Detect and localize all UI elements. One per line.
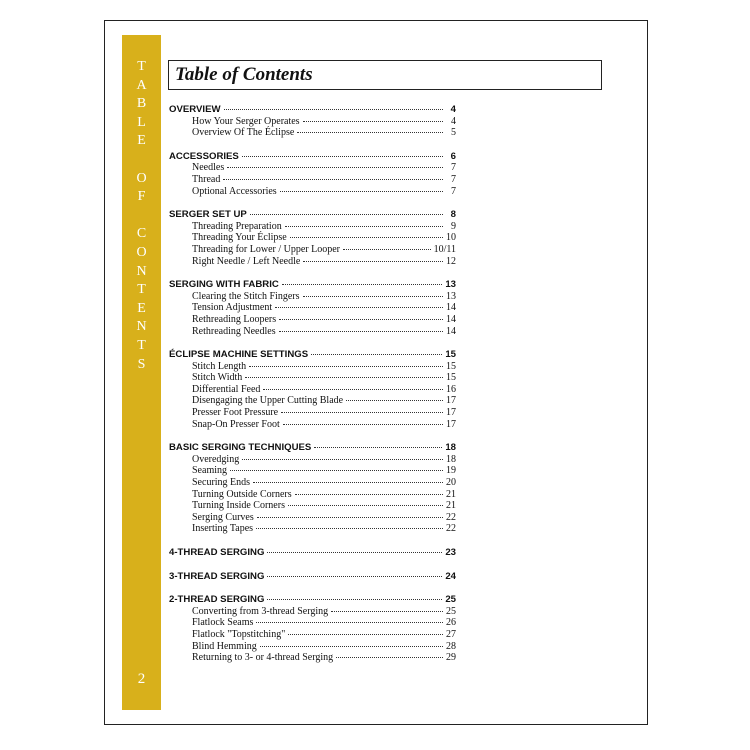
toc-heading-label: SERGING WITH FABRIC xyxy=(169,279,279,291)
toc-section xyxy=(169,594,456,664)
toc-entry xyxy=(169,606,456,618)
dot-leader xyxy=(295,494,443,495)
dot-leader xyxy=(290,237,443,238)
toc-section xyxy=(169,571,456,583)
toc-entry-page: 17 xyxy=(446,418,456,430)
side-tab-letter: T xyxy=(137,337,146,353)
toc-entry-label: Right Needle / Left Needle xyxy=(192,255,301,267)
toc-entry xyxy=(169,629,456,641)
dot-leader xyxy=(242,459,443,460)
toc-heading-label: OVERVIEW xyxy=(169,104,221,115)
toc-heading-page: 18 xyxy=(445,442,456,454)
page-title: Table of Contents xyxy=(175,64,313,85)
dot-leader xyxy=(279,331,443,332)
toc-entry-page: 21 xyxy=(446,500,456,512)
toc-entry xyxy=(169,454,456,466)
toc-heading xyxy=(169,209,456,221)
toc-entry-page: 13 xyxy=(446,290,456,302)
dot-leader xyxy=(280,191,443,192)
side-tab-letter: N xyxy=(136,319,147,335)
toc-entry-page: 25 xyxy=(446,605,456,617)
toc-entry-label: Serging Curves xyxy=(192,511,254,523)
toc-entry-label: Inserting Tapes xyxy=(192,523,254,535)
toc-heading-page: 6 xyxy=(450,150,456,162)
dot-leader xyxy=(282,284,443,285)
toc-section xyxy=(169,209,456,267)
toc-heading-page: 4 xyxy=(450,104,456,115)
toc-entry-page: 5 xyxy=(451,127,456,139)
toc-entry-label: Securing Ends xyxy=(192,477,251,489)
toc-entry xyxy=(169,465,456,477)
toc-heading-page: 15 xyxy=(445,349,456,361)
toc-entry-page: 20 xyxy=(446,477,456,489)
toc-entry-label: Converting from 3-thread Serging xyxy=(192,605,329,617)
toc-entry-label: Stitch Length xyxy=(192,360,247,372)
toc-entry-label: Differential Feed xyxy=(192,383,261,395)
side-tab-band xyxy=(122,35,161,710)
toc-entry-page: 16 xyxy=(446,383,456,395)
toc-entry xyxy=(169,407,456,419)
toc-entry xyxy=(169,162,456,174)
toc-section xyxy=(169,279,456,337)
side-tab-letter: L xyxy=(137,114,146,130)
toc-entry xyxy=(169,221,456,233)
toc-entry-page: 17 xyxy=(446,395,456,407)
side-tab-letter: E xyxy=(137,133,146,149)
side-tab-letter: A xyxy=(136,77,147,93)
toc-entry-label: Snap-On Presser Foot xyxy=(192,418,280,430)
side-tab-letter: T xyxy=(137,59,146,74)
toc-entry-page: 17 xyxy=(446,407,456,419)
toc-heading-label: 4-THREAD SERGING xyxy=(169,547,265,558)
toc-entry-page: 9 xyxy=(451,220,456,232)
dot-leader xyxy=(260,646,443,647)
dot-leader xyxy=(311,354,442,355)
toc-entry-page: 10 xyxy=(446,232,456,244)
toc-entry-label: Turning Outside Corners xyxy=(192,488,292,500)
toc-heading-label: SERGER SET UP xyxy=(169,209,247,221)
side-tab-letter: N xyxy=(136,263,147,279)
dot-leader xyxy=(303,121,443,122)
toc-entry xyxy=(169,419,456,431)
dot-leader xyxy=(267,599,442,600)
toc-heading-label: ACCESSORIES xyxy=(169,150,239,162)
toc-entry-label: Threading Your Éclipse xyxy=(192,232,287,244)
toc-heading-page: 23 xyxy=(445,547,456,558)
toc-entry-label: Thread xyxy=(192,173,221,185)
dot-leader xyxy=(297,132,443,133)
toc-entry xyxy=(169,641,456,653)
side-tab-letter: T xyxy=(137,282,146,298)
dot-leader xyxy=(275,307,443,308)
toc-entry-page: 21 xyxy=(446,488,456,500)
dot-leader xyxy=(288,634,443,635)
toc-entry-page: 14 xyxy=(446,302,456,314)
toc-entry xyxy=(169,116,456,128)
title-box xyxy=(168,60,602,90)
toc-entry-page: 7 xyxy=(451,185,456,197)
toc-entry xyxy=(169,326,456,338)
dot-leader xyxy=(223,179,443,180)
dot-leader xyxy=(267,576,442,577)
dot-leader xyxy=(346,400,443,401)
toc-heading xyxy=(169,151,456,163)
toc-entry-page: 29 xyxy=(446,652,456,664)
toc-entry xyxy=(169,314,456,326)
dot-leader xyxy=(245,377,443,378)
toc-section xyxy=(169,442,456,535)
toc-entry-label: Seaming xyxy=(192,465,227,477)
toc-entry-label: Clearing the Stitch Fingers xyxy=(192,290,300,302)
toc-heading-label: ÉCLIPSE MACHINE SETTINGS xyxy=(169,349,309,361)
side-tab-letter: F xyxy=(137,189,146,205)
toc-heading xyxy=(169,571,456,583)
toc-entry-page: 7 xyxy=(451,173,456,185)
toc-entry-label: Turning Inside Corners xyxy=(192,500,285,512)
toc-section xyxy=(169,104,456,139)
toc-entry xyxy=(169,186,456,198)
toc-heading-page: 8 xyxy=(450,209,456,221)
side-tab-letters xyxy=(122,58,161,374)
toc-entry-label: Optional Accessories xyxy=(192,185,277,197)
dot-leader xyxy=(281,412,443,413)
table-of-contents xyxy=(169,104,456,676)
toc-entry-page: 10/11 xyxy=(433,243,456,255)
dot-leader xyxy=(253,482,443,483)
toc-heading xyxy=(169,547,456,559)
toc-entry xyxy=(169,523,456,535)
toc-heading xyxy=(169,442,456,454)
toc-section xyxy=(169,349,456,430)
toc-section xyxy=(169,151,456,197)
toc-heading xyxy=(169,279,456,291)
toc-heading xyxy=(169,349,456,361)
toc-heading xyxy=(169,104,456,116)
toc-entry xyxy=(169,372,456,384)
toc-entry xyxy=(169,500,456,512)
toc-entry-label: Rethreading Needles xyxy=(192,325,276,337)
toc-heading-page: 25 xyxy=(445,594,456,606)
toc-entry-label: Threading for Lower / Upper Looper xyxy=(192,243,340,255)
toc-entry xyxy=(169,512,456,524)
toc-entry-label: Overview Of The Éclipse xyxy=(192,127,295,139)
side-tab-letter: O xyxy=(136,244,147,260)
dot-leader xyxy=(257,517,443,518)
dot-leader xyxy=(288,505,443,506)
toc-entry-label: Disengaging the Upper Cutting Blade xyxy=(192,395,344,407)
toc-entry-page: 14 xyxy=(446,313,456,325)
dot-leader xyxy=(336,657,443,658)
toc-entry xyxy=(169,489,456,501)
dot-leader xyxy=(303,296,444,297)
toc-entry-page: 19 xyxy=(446,465,456,477)
toc-heading-label: 2-THREAD SERGING xyxy=(169,594,265,606)
toc-entry-label: Flatlock Seams xyxy=(192,617,254,629)
toc-entry-page: 15 xyxy=(446,360,456,372)
dot-leader xyxy=(242,156,443,157)
toc-entry-page: 18 xyxy=(446,453,456,465)
toc-entry-page: 26 xyxy=(446,617,456,629)
toc-entry xyxy=(169,302,456,314)
toc-entry xyxy=(169,244,456,256)
dot-leader xyxy=(343,249,431,250)
toc-entry xyxy=(169,361,456,373)
toc-entry xyxy=(169,384,456,396)
toc-entry-page: 27 xyxy=(446,628,456,640)
toc-entry-page: 12 xyxy=(446,255,456,267)
toc-entry xyxy=(169,652,456,664)
dot-leader xyxy=(249,366,443,367)
toc-entry-page: 15 xyxy=(446,372,456,384)
dot-leader xyxy=(256,528,443,529)
toc-entry-page: 4 xyxy=(451,115,456,127)
side-tab-letter: C xyxy=(136,226,147,242)
toc-heading xyxy=(169,594,456,606)
side-tab-letter: B xyxy=(136,96,147,112)
toc-section xyxy=(169,547,456,559)
toc-entry-page: 14 xyxy=(446,325,456,337)
dot-leader xyxy=(285,226,443,227)
side-tab-letter: E xyxy=(137,300,146,316)
page-number: 2 xyxy=(137,671,146,687)
dot-leader xyxy=(250,214,443,215)
toc-heading-label: 3-THREAD SERGING xyxy=(169,570,265,582)
dot-leader xyxy=(279,319,443,320)
toc-entry-label: How Your Serger Operates xyxy=(192,115,300,127)
dot-leader xyxy=(230,470,443,471)
toc-entry xyxy=(169,477,456,489)
toc-entry-label: Tension Adjustment xyxy=(192,302,273,314)
toc-entry-label: Rethreading Loopers xyxy=(192,313,277,325)
toc-entry xyxy=(169,174,456,186)
dot-leader xyxy=(227,167,443,168)
toc-entry xyxy=(169,291,456,303)
toc-entry-page: 22 xyxy=(446,511,456,523)
toc-entry xyxy=(169,256,456,268)
side-tab-letter: S xyxy=(137,356,146,372)
side-tab-letter: O xyxy=(136,170,147,186)
toc-entry-label: Stitch Width xyxy=(192,372,243,384)
dot-leader xyxy=(256,622,443,623)
dot-leader xyxy=(314,447,442,448)
toc-entry xyxy=(169,127,456,139)
toc-entry xyxy=(169,232,456,244)
dot-leader xyxy=(331,611,443,612)
toc-entry-page: 28 xyxy=(446,640,456,652)
toc-entry-label: Presser Foot Pressure xyxy=(192,407,279,419)
toc-entry-label: Flatlock "Topstitching" xyxy=(192,628,286,640)
toc-entry-label: Needles xyxy=(192,162,225,174)
dot-leader xyxy=(267,552,442,553)
dot-leader xyxy=(263,389,443,390)
toc-entry-page: 7 xyxy=(451,162,456,174)
toc-entry xyxy=(169,617,456,629)
toc-entry-page: 22 xyxy=(446,523,456,535)
dot-leader xyxy=(224,109,443,110)
toc-heading-label: BASIC SERGING TECHNIQUES xyxy=(169,442,312,454)
dot-leader xyxy=(303,261,443,262)
dot-leader xyxy=(283,424,443,425)
toc-entry-label: Blind Hemming xyxy=(192,640,257,652)
toc-entry xyxy=(169,395,456,407)
toc-heading-page: 13 xyxy=(445,279,456,291)
toc-entry-label: Returning to 3- or 4-thread Serging xyxy=(192,652,334,664)
toc-entry-label: Threading Preparation xyxy=(192,220,282,232)
toc-entry-label: Overedging xyxy=(192,453,240,465)
toc-heading-page: 24 xyxy=(445,570,456,582)
